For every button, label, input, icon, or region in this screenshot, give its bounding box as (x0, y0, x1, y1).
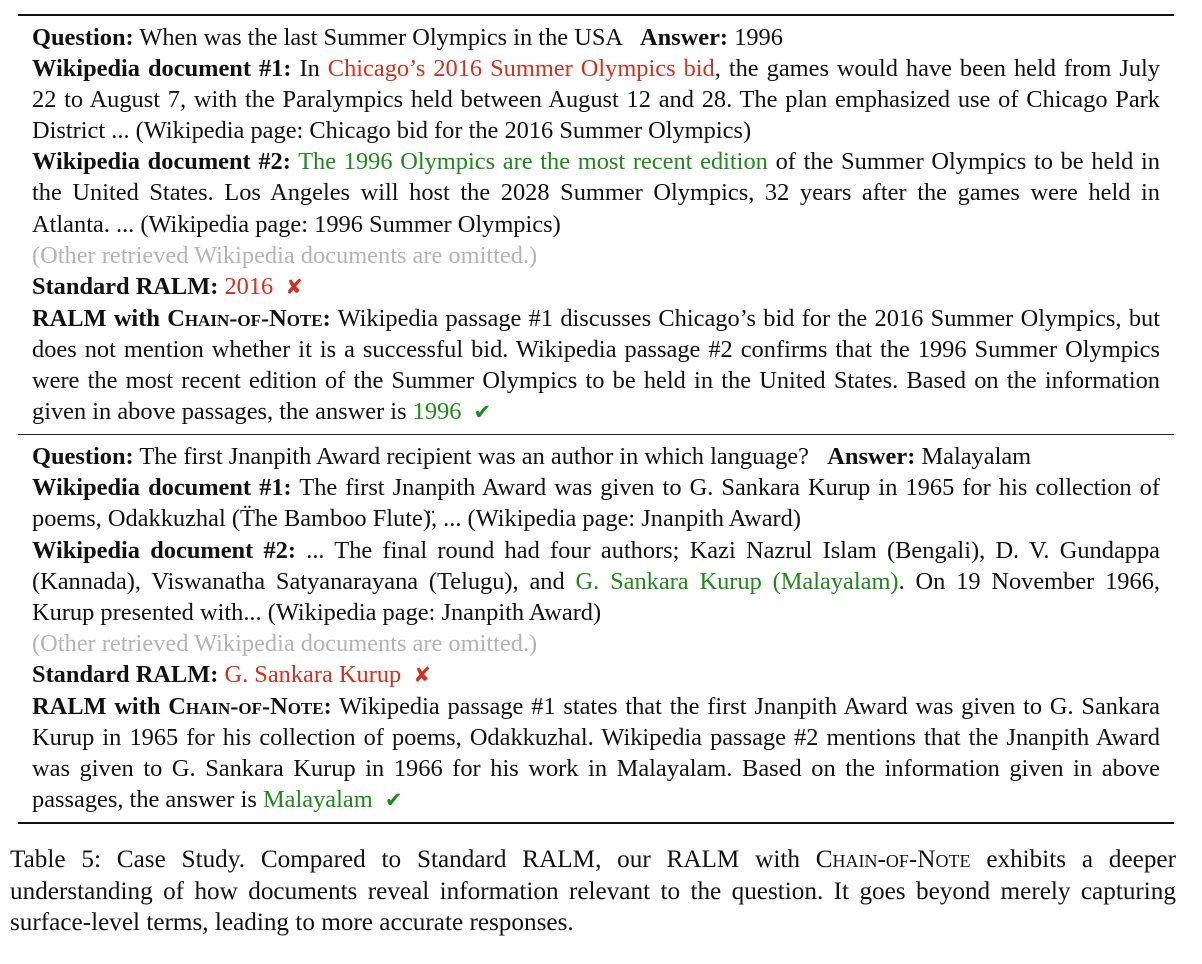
document-2-pre: ... The final round had four authors; Kazi Nazrul Islam (Bengali), D. V. Gundappa (Kannada), Viswanatha Satyanarayana (Telugu), and (32, 536, 1160, 595)
case-2 (18, 435, 1174, 822)
check-icon: ✔ (473, 400, 492, 425)
question-label: Question: (32, 443, 134, 471)
document-1 (32, 53, 1160, 146)
document-2-highlight: G. Sankara Kurup (Malayalam) (575, 567, 899, 595)
document-2-highlight: The 1996 Olympics are the most recent edition (298, 148, 768, 176)
question-text: The first Jnanpith Award recipient was an author in which language? (139, 443, 809, 471)
document-2 (32, 535, 1160, 628)
document-1-label: Wikipedia document #1: (32, 474, 292, 502)
document-1-pre: In (299, 55, 320, 83)
document-2-label: Wikipedia document #2: (32, 148, 291, 176)
question-label: Question: (32, 24, 134, 51)
caption-prefix: Table 5: Case Study. Compared to Standard RALM, our RALM with (10, 846, 800, 873)
con-answer: 1996 (412, 398, 462, 426)
con-text: Wikipedia passage #1 discusses Chicago’s bid for the 2016 Summer Olympics, but does not mention whether it is a successful bid. Wikipedia passage #2 confirms that the 1996 Summer Olympics were the most recent edition of the Summer Olympics to be held in the United States. Based on the information given in above passages, the answer is (32, 304, 1160, 426)
con-label-prefix: RALM with (32, 692, 161, 720)
con-label-colon: : (323, 692, 332, 720)
document-2-label: Wikipedia document #2: (32, 536, 296, 564)
document-1-highlight: Chicago’s 2016 Summer Olympics bid (327, 55, 715, 83)
con-text: Wikipedia passage #1 states that the first Jnanpith Award was given to G. Sankara Kurup in 1965 for his collection of poems, Odakkuzhal. Wikipedia passage #2 mentions that the Jnanpith Award was given to G. Sankara Kurup in 1966 for his work in Malayalam. Based on the information given in above passages, the answer is (32, 692, 1160, 814)
table-caption (10, 844, 1176, 939)
document-2-post: of the Summer Olympics to be held in the United States. Los Angeles will host the 2028 Summer Olympics, 32 years after the games were held in Atlanta. ... (Wikipedia page: 1996 Summer Olympics) (32, 148, 1160, 238)
check-icon: ✔ (384, 788, 403, 813)
omitted-note: (Other retrieved Wikipedia documents are omitted.) (32, 629, 538, 657)
con-label-name: Chain-of-Note (168, 692, 324, 720)
con-label-name: Chain-of-Note (167, 304, 323, 332)
caption-method-name: Chain-of-Note (815, 846, 971, 873)
omitted-note: (Other retrieved Wikipedia documents are omitted.) (32, 241, 538, 269)
answer-text: Malayalam (921, 443, 1032, 471)
chain-of-note-line (32, 303, 1160, 428)
document-1 (32, 472, 1160, 534)
standard-ralm-answer: 2016 (224, 272, 274, 300)
con-label-prefix: RALM with (32, 304, 160, 332)
document-2 (32, 146, 1160, 239)
standard-ralm-line (32, 659, 1160, 691)
answer-label: Answer: (827, 443, 916, 471)
document-1-post: , the games would have been held from July 22 to August 7, with the Paralympics held between August 12 and 28. The plan emphasized use of Chicago Park District ... (Wikipedia page: Chicago bid for the 2016 Summer Olympics) (32, 55, 1160, 145)
answer-label: Answer: (639, 24, 729, 51)
question-line (32, 441, 1160, 472)
answer-text: 1996 (734, 24, 783, 51)
bottom-rule (18, 822, 1174, 824)
question-text: When was the last Summer Olympics in the USA (139, 24, 622, 51)
standard-ralm-answer: G. Sankara Kurup (224, 660, 402, 688)
document-1-text: The first Jnanpith Award was given to G. Sankara Kurup in 1965 for his collection of poems, Odakkuzhal (T̈he Bamboo Flute)̈, ... (Wikipedia page: Jnanpith Award) (32, 474, 1160, 533)
standard-ralm-label: Standard RALM: (32, 272, 219, 300)
chain-of-note-line (32, 691, 1160, 816)
caption-suffix: exhibits a deeper understanding of how documents reveal information relevant to the question. It goes beyond merely capturing surface-level terms, leading to more accurate responses. (10, 846, 1176, 936)
document-2-post: . On 19 November 1966, Kurup presented with... (Wikipedia page: Jnanpith Award) (32, 567, 1160, 626)
case-study-table (18, 14, 1174, 824)
case-1 (18, 16, 1174, 434)
standard-ralm-label: Standard RALM: (32, 660, 219, 688)
cross-icon: ✘ (413, 662, 431, 687)
con-answer: Malayalam (262, 786, 373, 814)
con-label-colon: : (322, 304, 331, 332)
question-line (32, 22, 1160, 53)
cross-icon: ✘ (285, 274, 303, 299)
document-1-label: Wikipedia document #1: (32, 55, 292, 83)
standard-ralm-line (32, 271, 1160, 303)
